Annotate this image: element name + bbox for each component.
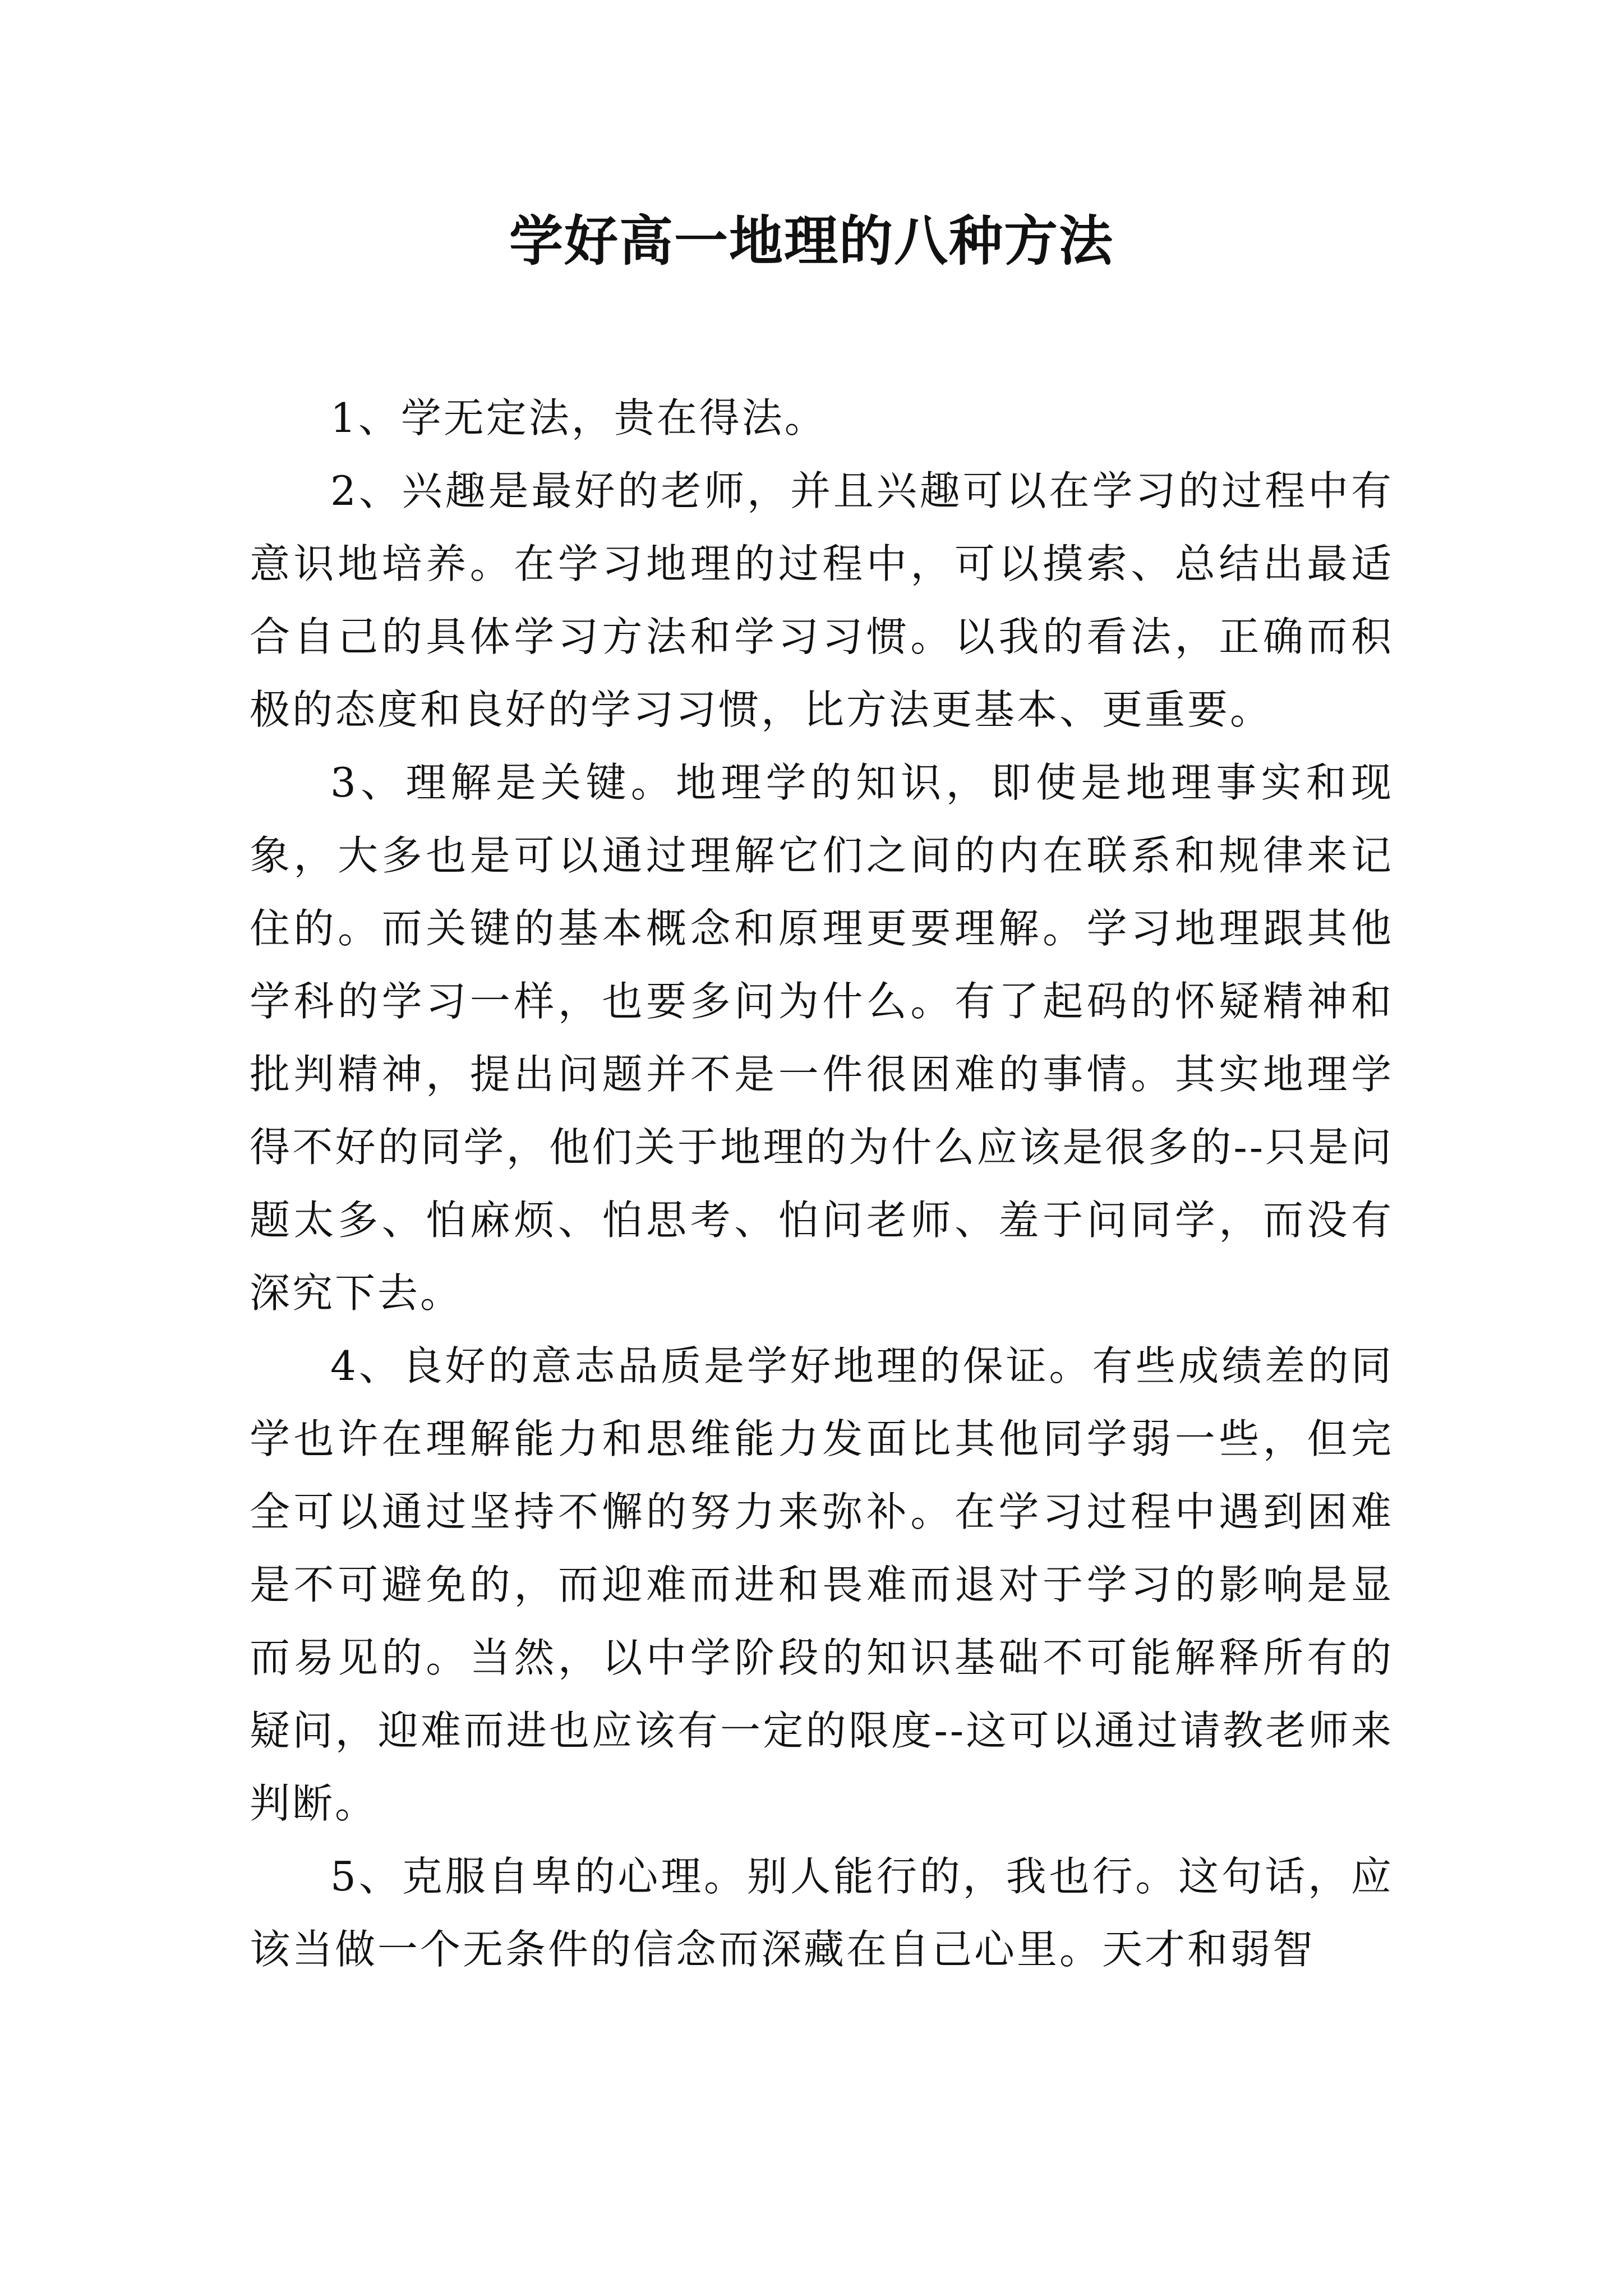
paragraph-5: 5、克服自卑的心理。别人能行的，我也行。这句话，应该当做一个无条件的信念而深藏在自己心里。天才和弱智 [250, 1853, 1394, 1973]
document-body [250, 381, 1394, 1986]
paragraph-2: 2、兴趣是最好的老师，并且兴趣可以在学习的过程中有意识地培养。在学习地理的过程中，可以摸索、总结出最适合自己的具体学习方法和学习习惯。以我的看法，正确而积极的态度和良好的学习习惯，比方法更基本、更重要。 [250, 467, 1394, 733]
paragraph-1: 1、学无定法，贵在得法。 [330, 394, 827, 441]
paragraph-4: 4、良好的意志品质是学好地理的保证。有些成绩差的同学也许在理解能力和思维能力发面比其他同学弱一些，但完全可以通过坚持不懈的努力来弥补。在学习过程中遇到困难是不可避免的，而迎难而进和畏难而退对于学习的影响是显而易见的。当然，以中学阶段的知识基础不可能解释所有的疑问，迎难而进也应该有一定的限度--这可以通过请教老师来判断。 [250, 1342, 1394, 1827]
document-title: 学好高一地理的八种方法 [509, 209, 1114, 273]
paragraph-3: 3、理解是关键。地理学的知识，即使是地理事实和现象，大多也是可以通过理解它们之间的内在联系和规律来记住的。而关键的基本概念和原理更要理解。学习地理跟其他学科的学习一样，也要多问为什么。有了起码的怀疑精神和批判精神，提出问题并不是一件很困难的事情。其实地理学得不好的同学，他们关于地理的为什么应该是很多的--只是问题太多、怕麻烦、怕思考、怕问老师、羞于问同学，而没有深究下去。 [250, 759, 1394, 1317]
